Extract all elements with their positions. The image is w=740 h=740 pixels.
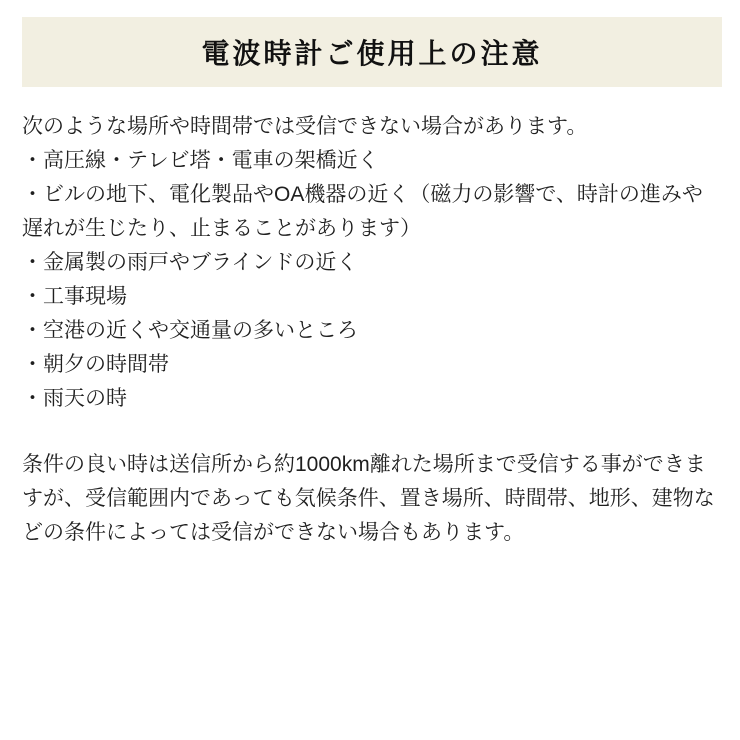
title-banner (22, 17, 722, 87)
notice-bullet-highvoltage: ・高圧線・テレビ塔・電車の架橋近く (22, 149, 379, 172)
page-title: 電波時計ご使用上の注意 (201, 38, 543, 69)
notice-bullet-construction: ・工事現場 (22, 285, 127, 308)
notice-bullet-basement-cont: 遅れが生じたり、止まることがあります） (22, 217, 421, 240)
reception-range-note (22, 448, 720, 550)
notice-bullet-rainy: ・雨天の時 (22, 387, 127, 410)
notice-bullet-basement: ・ビルの地下、電化製品やOA機器の近く（磁力の影響で、時計の進みや (22, 183, 703, 206)
range-note-line: どの条件によっては受信ができない場合もあります。 (22, 521, 525, 544)
notice-bullet-morning-evening: ・朝夕の時間帯 (22, 353, 169, 376)
notice-bullet-shutters: ・金属製の雨戸やブラインドの近く (22, 251, 358, 274)
notice-intro: 次のような場所や時間帯では受信できない場合があります。 (22, 115, 588, 138)
range-note-line: 条件の良い時は送信所から約1000km離れた場所まで受信する事ができま (22, 453, 706, 476)
notice-bullet-airport: ・空港の近くや交通量の多いところ (22, 319, 358, 342)
notice-body (22, 110, 720, 550)
range-note-line: すが、受信範囲内であっても気候条件、置き場所、時間帯、地形、建物な (22, 487, 715, 510)
